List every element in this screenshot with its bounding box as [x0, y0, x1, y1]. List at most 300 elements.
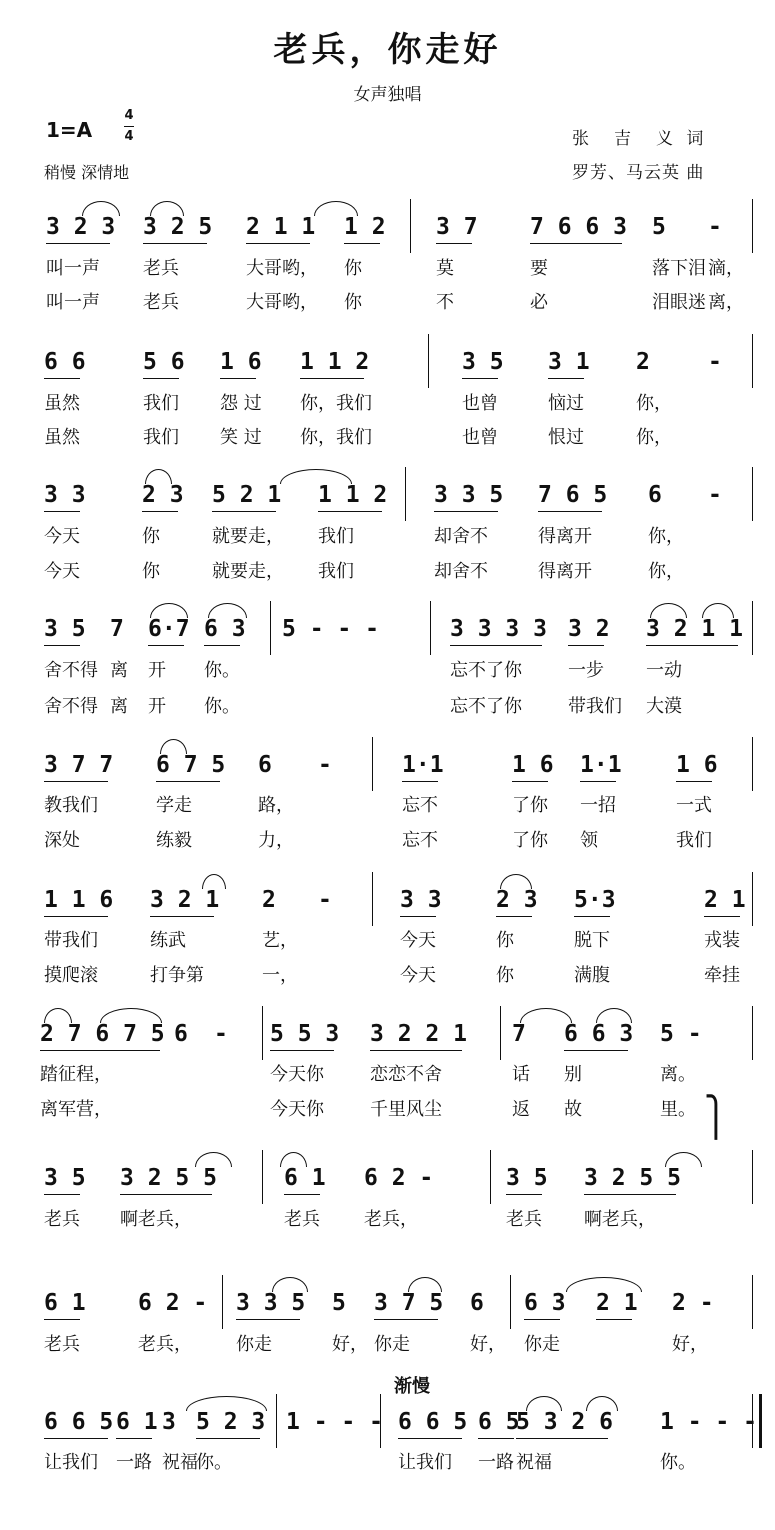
- beam-underline: [212, 511, 276, 512]
- lyric-syllables: 你，我们: [300, 427, 372, 448]
- lyricist-credit: 张 吉 义 词: [572, 129, 708, 149]
- beam-underline: [704, 916, 740, 917]
- lyric-syllables: 恋恋不舍: [370, 1064, 442, 1085]
- lyric-syllables: 带我们: [44, 930, 98, 951]
- note-group: 6 1: [44, 1290, 86, 1316]
- note-group: 1·1: [580, 752, 622, 778]
- barline: [270, 601, 271, 655]
- lyric-syllables: 你。: [204, 660, 240, 681]
- barline: [752, 1006, 753, 1060]
- composer-credit: 罗芳、马云英 曲: [572, 163, 705, 183]
- note-group: 1 6: [676, 752, 718, 778]
- note-group: 6 6 5: [398, 1409, 468, 1435]
- slur-arc: [566, 1277, 642, 1292]
- lyric-syllables: 牵挂: [704, 965, 740, 986]
- beam-underline: [584, 1194, 676, 1195]
- barline: [752, 737, 753, 791]
- note-group: -: [318, 752, 332, 778]
- beam-underline: [516, 1438, 608, 1439]
- song-title: 老兵，你走好: [273, 30, 502, 70]
- lyric-syllables: 你走: [374, 1334, 410, 1355]
- lyric-syllables: 得离开: [538, 561, 592, 582]
- lyric-syllables: 好，: [332, 1334, 368, 1355]
- lyric-syllables: 你走: [236, 1334, 272, 1355]
- slur-arc: [195, 1152, 232, 1167]
- lyric-syllables: 离军营，: [40, 1099, 112, 1120]
- beam-underline: [318, 511, 382, 512]
- slur-arc: [314, 201, 358, 216]
- lyric-syllables: 落下泪: [652, 258, 706, 279]
- note-group: 1·1: [402, 752, 444, 778]
- note-group: 6 2 -: [364, 1165, 434, 1191]
- lyric-syllables: 一式: [676, 795, 712, 816]
- lyric-syllables: 老兵: [44, 1334, 80, 1355]
- slur-arc: [202, 874, 226, 889]
- beam-underline: [196, 1438, 260, 1439]
- lyric-syllables: 却舍不: [434, 526, 488, 547]
- lyric-syllables: 老兵: [44, 1209, 80, 1230]
- lyric-syllables: 叫一声: [46, 292, 100, 313]
- beam-underline: [344, 243, 380, 244]
- barline: [222, 1275, 223, 1329]
- note-group: 6 6 5: [44, 1409, 114, 1435]
- note-group: 2 1: [596, 1290, 638, 1316]
- beam-underline: [564, 1050, 628, 1051]
- lyric-syllables: 得离开: [538, 526, 592, 547]
- lyric-syllables: 好，: [672, 1334, 708, 1355]
- beam-underline: [530, 243, 622, 244]
- slur-arc: [520, 1008, 572, 1023]
- lyric-syllables: 老兵: [506, 1209, 542, 1230]
- lyric-syllables: 里。: [660, 1099, 696, 1120]
- slur-arc: [280, 1152, 307, 1167]
- beam-underline: [400, 916, 436, 917]
- barline: [372, 872, 373, 926]
- lyric-syllables: 老兵，: [364, 1209, 418, 1230]
- note-group: 1 - - -: [286, 1409, 383, 1435]
- barline: [262, 1006, 263, 1060]
- beam-underline: [596, 1319, 632, 1320]
- lyric-syllables: 你: [496, 930, 514, 951]
- slur-arc: [586, 1396, 618, 1411]
- note-group: 3 7 7: [44, 752, 114, 778]
- beam-underline: [142, 511, 178, 512]
- beam-underline: [580, 781, 616, 782]
- beam-underline: [46, 243, 110, 244]
- note-group: 3 2 5 5: [584, 1165, 681, 1191]
- song-subtitle: 女声独唱: [353, 85, 422, 105]
- beam-underline: [148, 645, 184, 646]
- beam-underline: [506, 1194, 542, 1195]
- barline: [380, 1394, 381, 1448]
- note-group: 2: [636, 349, 650, 375]
- lyric-syllables: 离。: [660, 1064, 696, 1085]
- note-group: 3 5: [506, 1165, 548, 1191]
- note-group: 1 6: [512, 752, 554, 778]
- barline: [752, 199, 753, 253]
- time-signature: [124, 106, 134, 147]
- lyric-syllables: 一，: [262, 965, 298, 986]
- note-row: [0, 743, 775, 787]
- beam-underline: [434, 511, 498, 512]
- note-group: 6: [174, 1021, 188, 1047]
- lyric-syllables: 不: [436, 292, 454, 313]
- barline: [752, 872, 753, 926]
- barline: [752, 467, 753, 521]
- slur-arc: [44, 1008, 72, 1023]
- barline: [372, 737, 373, 791]
- lyric-syllables: 别: [564, 1064, 582, 1085]
- slur-arc: [160, 739, 187, 754]
- note-group: 3 2 1 1: [646, 616, 743, 642]
- lyric-syllables: 今天: [400, 965, 436, 986]
- note-group: 6 7 5: [156, 752, 226, 778]
- beam-underline: [398, 1438, 462, 1439]
- lyric-syllables: 大漠: [646, 696, 682, 717]
- lyric-syllables: 你，: [636, 393, 672, 414]
- beam-underline: [478, 1438, 514, 1439]
- beam-underline: [284, 1194, 320, 1195]
- beam-underline: [40, 1050, 160, 1051]
- lyric-syllables: 老兵: [143, 258, 179, 279]
- note-group: 6: [470, 1290, 484, 1316]
- lyric-syllables: 满腹: [574, 965, 610, 986]
- barline: [752, 1275, 753, 1329]
- note-group: 6 6: [44, 349, 86, 375]
- lyric-syllables: 戎装: [704, 930, 740, 951]
- note-group: 6 2 -: [138, 1290, 208, 1316]
- lyric-syllables: 你: [142, 561, 160, 582]
- note-group: 3 3 5: [236, 1290, 306, 1316]
- lyric-syllables: 话: [512, 1064, 530, 1085]
- slur-arc: [408, 1277, 442, 1292]
- beam-underline: [548, 378, 584, 379]
- beam-underline: [538, 511, 602, 512]
- lyric-syllables: 一路: [478, 1452, 514, 1473]
- beam-underline: [496, 916, 532, 917]
- barline: [262, 1150, 263, 1204]
- lyric-syllables: 路，: [258, 795, 294, 816]
- note-group: 7: [512, 1021, 526, 1047]
- beam-underline: [44, 1438, 108, 1439]
- note-group: 6 1: [116, 1409, 158, 1435]
- slur-arc: [82, 201, 120, 216]
- lyric-syllables: 忘不了你: [450, 696, 522, 717]
- beam-underline: [44, 645, 80, 646]
- lyric-syllables: 我们: [143, 393, 179, 414]
- beam-underline: [402, 781, 438, 782]
- lyric-syllables: 了你: [512, 795, 548, 816]
- note-group: 2 1 1: [246, 214, 316, 240]
- key-signature: 1=A: [46, 118, 93, 142]
- lyric-syllables: 打争第: [150, 965, 204, 986]
- note-row: [0, 1281, 775, 1325]
- note-group: 3 3 3 3: [450, 616, 547, 642]
- lyric-syllables: 今天你: [270, 1064, 324, 1085]
- lyric-syllables: 脱下: [574, 930, 610, 951]
- beam-underline: [44, 1194, 80, 1195]
- lyric-syllables: 忘不了你: [450, 660, 522, 681]
- lyric-syllables: 啊老兵，: [120, 1209, 192, 1230]
- beam-underline: [574, 916, 610, 917]
- lyric-syllables: 却舍不: [434, 561, 488, 582]
- lyric-syllables: 莫: [436, 258, 454, 279]
- lyric-syllables: 你: [344, 258, 362, 279]
- beam-underline: [156, 781, 220, 782]
- lyric-syllables: 忘不: [402, 795, 438, 816]
- lyric-syllables: 今天: [44, 561, 80, 582]
- note-group: 1 6: [220, 349, 262, 375]
- slur-arc: [272, 1277, 308, 1292]
- lyric-syllables: 力，: [258, 830, 294, 851]
- note-row: [0, 1156, 775, 1200]
- lyric-syllables: 老兵: [143, 292, 179, 313]
- lyric-syllables: 开: [148, 660, 166, 681]
- lyric-syllables: 离: [110, 660, 128, 681]
- lyric-syllables: 要: [530, 258, 548, 279]
- lyric-syllables: 领: [580, 830, 598, 851]
- note-group: 6: [648, 482, 662, 508]
- lyric-syllables: 你: [142, 526, 160, 547]
- lyric-syllables: 开: [148, 696, 166, 717]
- beam-underline: [116, 1438, 152, 1439]
- note-group: -: [708, 214, 722, 240]
- note-group: 1 1 2: [318, 482, 388, 508]
- lyric-syllables: 你: [496, 965, 514, 986]
- lyric-syllables: 一步: [568, 660, 604, 681]
- note-group: 6 5: [478, 1409, 520, 1435]
- slur-arc: [526, 1396, 562, 1411]
- note-group: 7 6 5: [538, 482, 608, 508]
- slur-arc: [208, 603, 247, 618]
- barline: [405, 467, 406, 521]
- lyric-syllables: 今天: [400, 930, 436, 951]
- lyric-syllables: 我们: [676, 830, 712, 851]
- note-group: 7 6 6 3: [530, 214, 627, 240]
- lyric-syllables: 好，: [470, 1334, 506, 1355]
- beam-underline: [44, 1319, 80, 1320]
- lyric-syllables: 我们: [318, 561, 354, 582]
- beam-underline: [143, 243, 207, 244]
- slur-arc: [650, 603, 687, 618]
- beam-underline: [450, 645, 542, 646]
- slur-arc: [702, 603, 734, 618]
- note-group: 3 5: [462, 349, 504, 375]
- note-group: 3 3: [44, 482, 86, 508]
- note-group: 3 5: [44, 616, 86, 642]
- lyric-syllables: 学走: [156, 795, 192, 816]
- note-group: -: [708, 482, 722, 508]
- lyric-syllables: 舍不得: [44, 696, 98, 717]
- note-group: 6·7: [148, 616, 190, 642]
- note-group: -: [708, 349, 722, 375]
- note-group: 5 2 3: [196, 1409, 266, 1435]
- slur-arc: [100, 1008, 162, 1023]
- note-group: 2 1: [704, 887, 746, 913]
- lyric-syllables: 你。: [196, 1452, 232, 1473]
- beam-underline: [44, 511, 80, 512]
- slur-arc: [186, 1396, 267, 1411]
- note-group: 3: [162, 1409, 176, 1435]
- note-group: 2 3: [142, 482, 184, 508]
- lyric-syllables: 你，我们: [300, 393, 372, 414]
- note-group: 6 6 3: [564, 1021, 634, 1047]
- lyric-syllables: 离，: [708, 292, 744, 313]
- lyric-syllables: 摸爬滚: [44, 965, 98, 986]
- note-group: 1 2: [344, 214, 386, 240]
- time-bottom: 4: [124, 129, 134, 144]
- lyric-syllables: 带我们: [568, 696, 622, 717]
- note-group: 3 2 5 5: [120, 1165, 217, 1191]
- note-group: 3 3 5: [434, 482, 504, 508]
- beam-underline: [370, 1050, 462, 1051]
- beam-underline: [150, 916, 214, 917]
- barline: [500, 1006, 501, 1060]
- note-group: 6 3: [204, 616, 246, 642]
- beam-underline: [120, 1194, 212, 1195]
- beam-underline: [568, 645, 604, 646]
- lyric-syllables: 你。: [204, 696, 240, 717]
- note-group: 3 2 2 1: [370, 1021, 467, 1047]
- note-group: 7: [110, 616, 124, 642]
- lyric-syllables: 恼过: [548, 393, 584, 414]
- repeat-brace: ⎫: [704, 1094, 728, 1140]
- note-group: 3 2 5: [143, 214, 213, 240]
- lyric-syllables: 一招: [580, 795, 616, 816]
- note-group: 6 3: [524, 1290, 566, 1316]
- beam-underline: [236, 1319, 300, 1320]
- note-group: 5: [652, 214, 666, 240]
- barline: [490, 1150, 491, 1204]
- lyric-syllables: 你走: [524, 1334, 560, 1355]
- barline: [752, 334, 753, 388]
- lyric-syllables: 大哥哟，: [246, 258, 318, 279]
- time-top: 4: [124, 108, 134, 123]
- lyric-syllables: 了你: [512, 830, 548, 851]
- beam-underline: [300, 378, 364, 379]
- slur-arc: [280, 469, 352, 484]
- beam-underline: [436, 243, 472, 244]
- note-group: 3 5: [44, 1165, 86, 1191]
- tempo-direction: 渐慢: [394, 1376, 430, 1397]
- barline: [276, 1394, 277, 1448]
- note-group: 3 2: [568, 616, 610, 642]
- beam-underline: [246, 243, 310, 244]
- note-row: [0, 340, 775, 384]
- slur-arc: [500, 874, 532, 889]
- lyric-syllables: 必: [530, 292, 548, 313]
- note-group: 1 1 2: [300, 349, 370, 375]
- slur-arc: [150, 201, 184, 216]
- lyric-syllables: 舍不得: [44, 660, 98, 681]
- lyric-syllables: 老兵，: [138, 1334, 192, 1355]
- barline: [752, 1150, 753, 1204]
- beam-underline: [204, 645, 240, 646]
- beam-underline: [374, 1319, 438, 1320]
- lyric-syllables: 今天: [44, 526, 80, 547]
- lyric-syllables: 虽然: [44, 427, 80, 448]
- slur-arc: [596, 1008, 632, 1023]
- beam-underline: [462, 378, 498, 379]
- lyric-syllables: 也曾: [462, 393, 498, 414]
- note-group: 5: [332, 1290, 346, 1316]
- note-group: 5 -: [660, 1021, 702, 1047]
- note-group: 3 3: [400, 887, 442, 913]
- note-row: [0, 878, 775, 922]
- barline: [430, 601, 431, 655]
- lyric-syllables: 怨 过: [220, 393, 262, 414]
- note-group: 5 2 1: [212, 482, 282, 508]
- beam-underline: [44, 916, 108, 917]
- lyric-syllables: 滴，: [708, 258, 744, 279]
- note-group: 6: [258, 752, 272, 778]
- lyric-syllables: 你。: [660, 1452, 696, 1473]
- lyric-syllables: 老兵: [284, 1209, 320, 1230]
- lyric-syllables: 大哥哟，: [246, 292, 318, 313]
- note-group: 3 7 5: [374, 1290, 444, 1316]
- barline: [428, 334, 429, 388]
- lyric-syllables: 艺，: [262, 930, 298, 951]
- lyric-syllables: 就要走，: [212, 561, 284, 582]
- lyric-syllables: 啊老兵，: [584, 1209, 656, 1230]
- note-group: 5 3 2 6: [516, 1409, 613, 1435]
- note-group: -: [214, 1021, 228, 1047]
- lyric-syllables: 一路: [116, 1452, 152, 1473]
- lyric-syllables: 泪眼迷: [652, 292, 706, 313]
- slur-arc: [145, 469, 172, 484]
- final-barline: [752, 1394, 762, 1448]
- lyric-syllables: 你: [344, 292, 362, 313]
- beam-underline: [512, 781, 548, 782]
- lyric-syllables: 忘不: [402, 830, 438, 851]
- beam-underline: [270, 1050, 334, 1051]
- slur-arc: [150, 603, 188, 618]
- beam-underline: [646, 645, 738, 646]
- lyric-syllables: 返: [512, 1099, 530, 1120]
- note-group: 1 1 6: [44, 887, 114, 913]
- lyric-syllables: 踏征程，: [40, 1064, 112, 1085]
- lyric-syllables: 深处: [44, 830, 80, 851]
- note-group: -: [318, 887, 332, 913]
- beam-underline: [676, 781, 712, 782]
- note-group: 1 - - -: [660, 1409, 757, 1435]
- tempo-marking: 稍慢 深情地: [44, 163, 130, 182]
- note-group: 5 5 3: [270, 1021, 340, 1047]
- lyric-syllables: 笑 过: [220, 427, 262, 448]
- lyric-syllables: 今天你: [270, 1099, 324, 1120]
- lyric-syllables: 恨过: [548, 427, 584, 448]
- lyric-syllables: 让我们: [398, 1452, 452, 1473]
- lyric-syllables: 教我们: [44, 795, 98, 816]
- beam-underline: [44, 781, 108, 782]
- barline: [510, 1275, 511, 1329]
- note-group: 6 1: [284, 1165, 326, 1191]
- lyric-syllables: 叫一声: [46, 258, 100, 279]
- lyric-syllables: 我们: [143, 427, 179, 448]
- note-group: 5 6: [143, 349, 185, 375]
- lyric-syllables: 祝福: [162, 1452, 198, 1473]
- barline: [752, 601, 753, 655]
- slur-arc: [665, 1152, 702, 1167]
- lyric-syllables: 让我们: [44, 1452, 98, 1473]
- note-row: [0, 1400, 775, 1444]
- lyric-syllables: 就要走，: [212, 526, 284, 547]
- beam-underline: [524, 1319, 560, 1320]
- lyric-syllables: 你，: [636, 427, 672, 448]
- lyric-syllables: 我们: [318, 526, 354, 547]
- beam-underline: [220, 378, 256, 379]
- lyric-syllables: 离: [110, 696, 128, 717]
